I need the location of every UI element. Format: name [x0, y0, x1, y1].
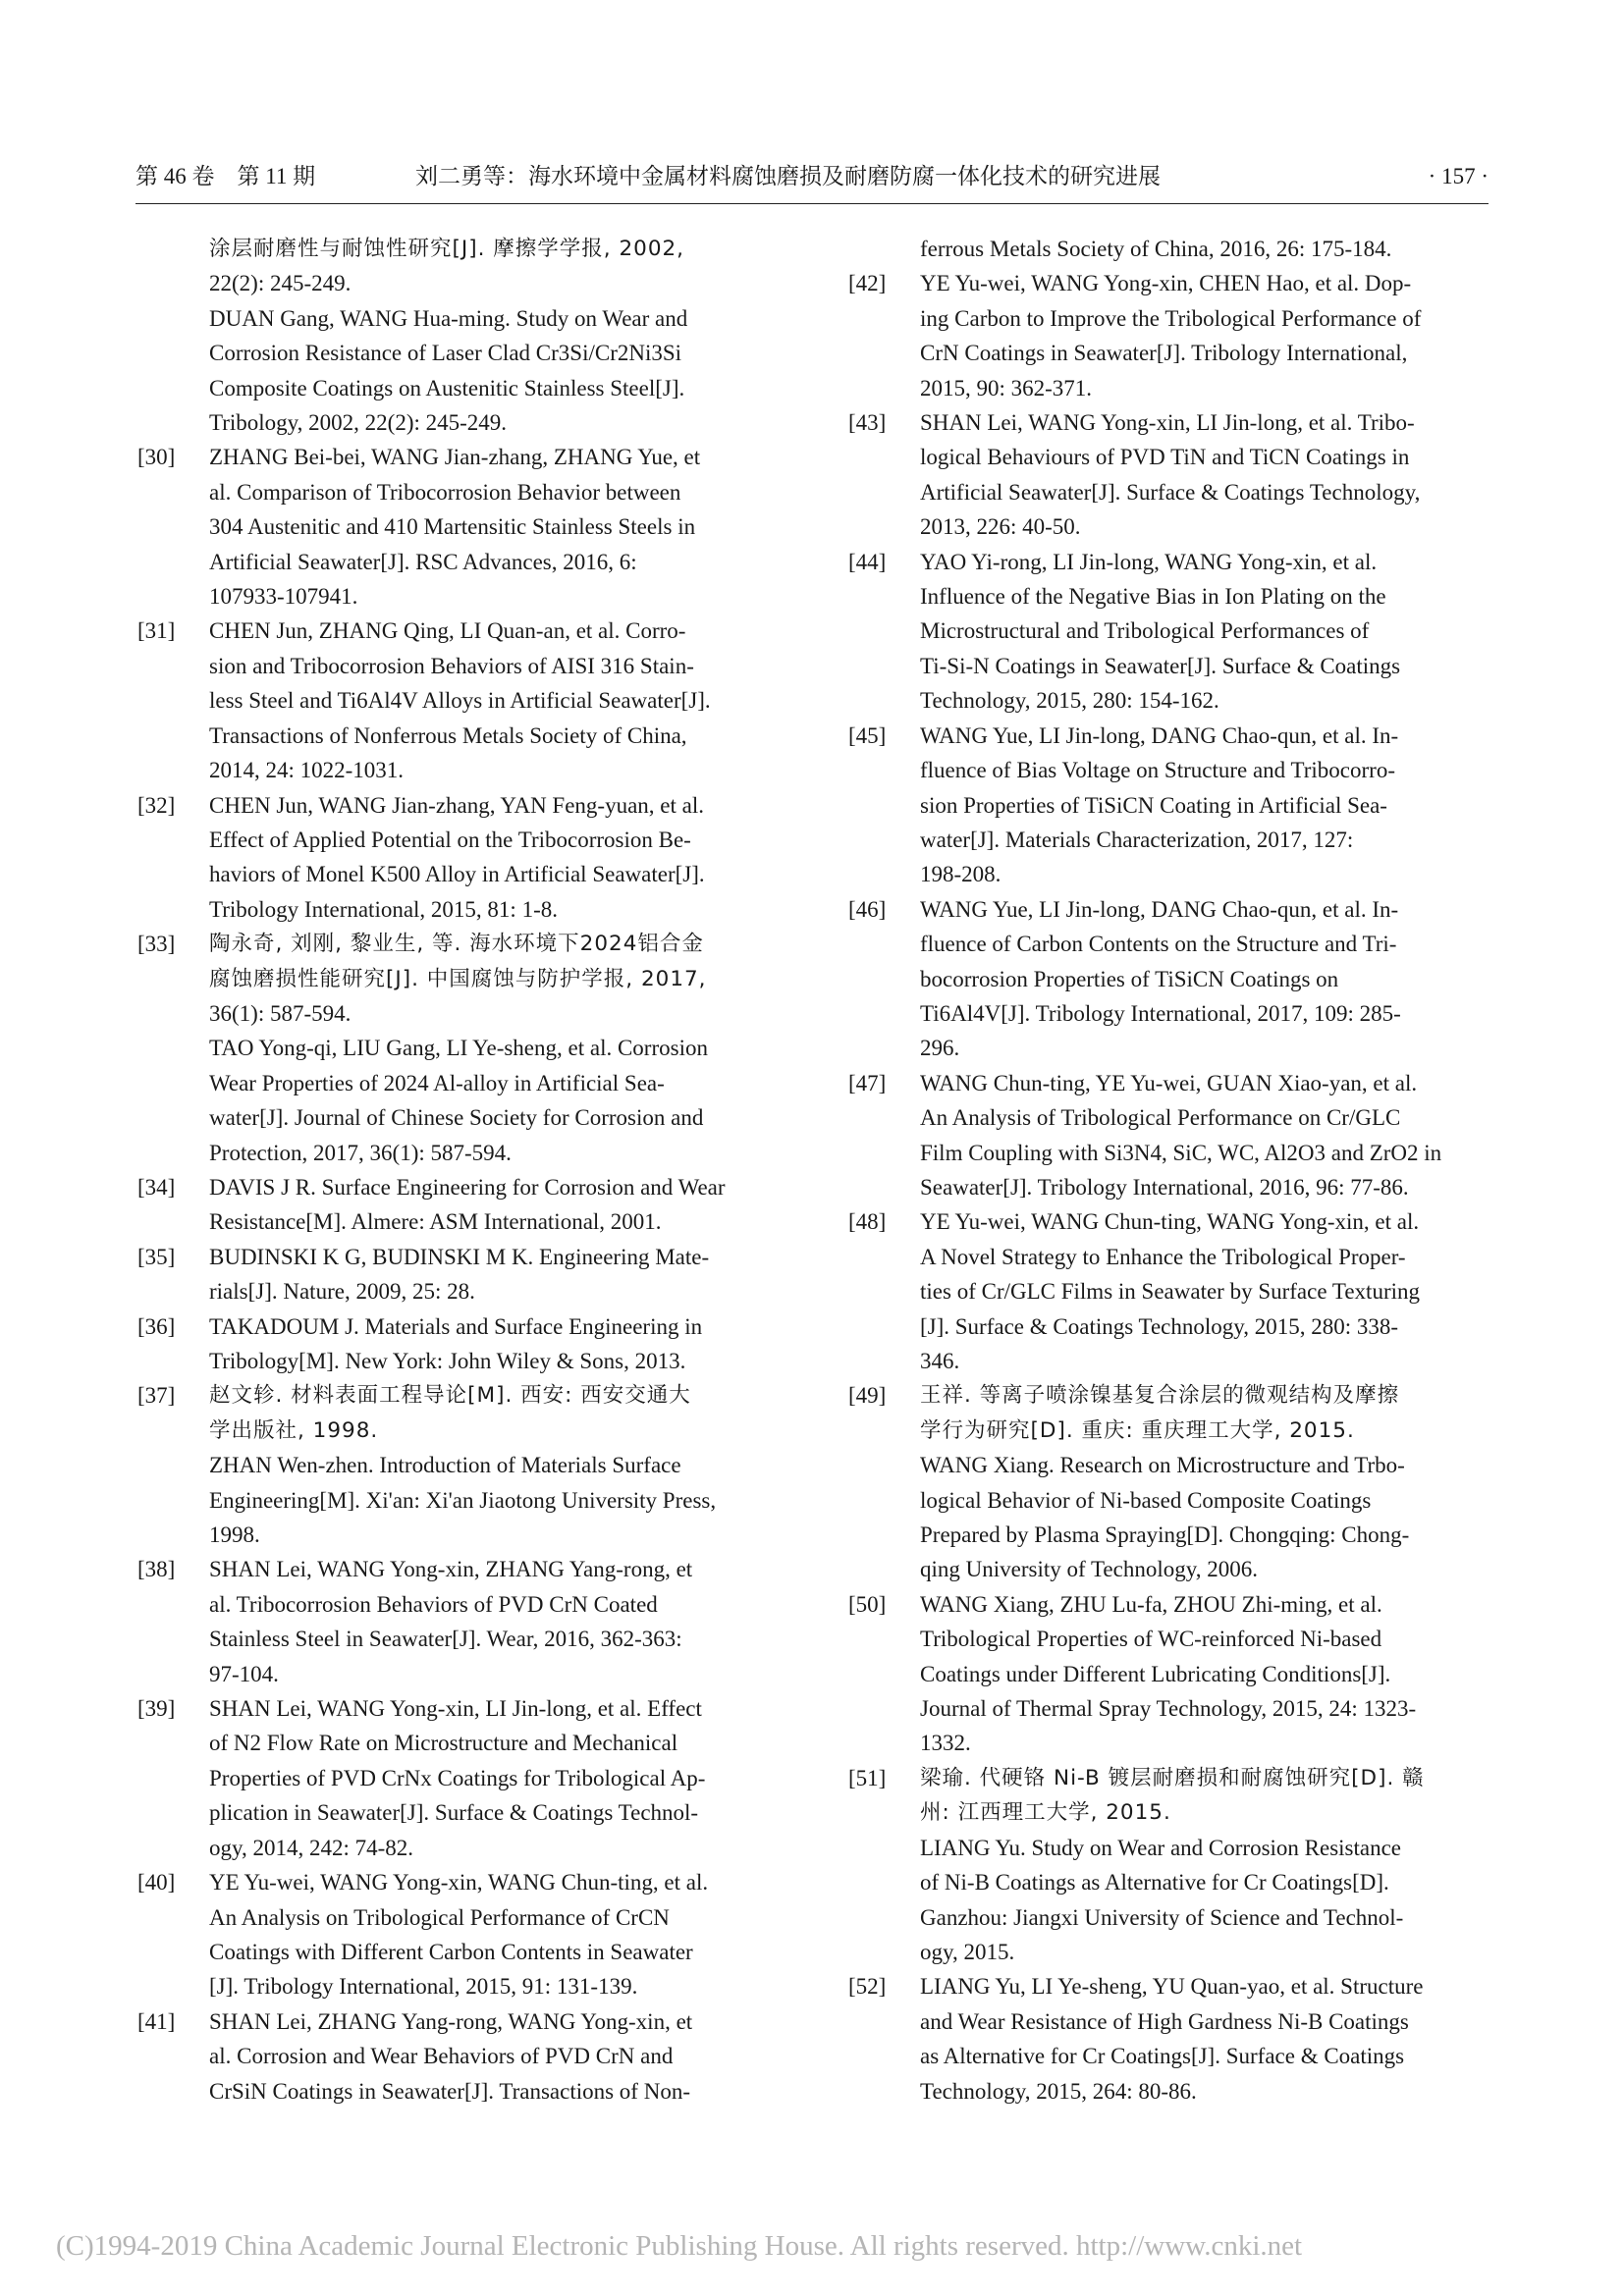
- reference-column-right: [848, 232, 1504, 2109]
- reference-line: An Analysis on Tribological Performance of CrCN: [209, 1904, 670, 1930]
- reference-line: 304 Austenitic and 410 Martensitic Stainless Steels in: [209, 514, 696, 540]
- reference-line: 107933-107941.: [209, 584, 358, 610]
- reference-number: [36]: [137, 1313, 176, 1339]
- reference-line: Tribology International, 2015, 81: 1-8.: [209, 896, 558, 922]
- reference-item: [137, 2004, 793, 2109]
- article-running-title: 刘二勇等：海水环境中金属材料腐蚀磨损及耐磨防腐一体化技术的研究进展: [415, 164, 1161, 188]
- reference-line: Protection, 2017, 36(1): 587-594.: [209, 1140, 512, 1165]
- reference-item: [848, 545, 1504, 719]
- reference-item: [848, 266, 1504, 405]
- reference-line: 1998.: [209, 1522, 260, 1548]
- reference-line: ZHANG Bei-bei, WANG Jian-zhang, ZHANG Yue, et: [209, 445, 701, 470]
- reference-line: 1332.: [920, 1731, 971, 1756]
- reference-line: 97-104.: [209, 1661, 279, 1686]
- reference-number: [32]: [137, 792, 176, 818]
- reference-item: [137, 1240, 793, 1309]
- reference-line: water[J]. Journal of Chinese Society for Corrosion and: [209, 1105, 704, 1131]
- reference-line: An Analysis of Tribological Performance on Cr/GLC: [920, 1105, 1401, 1131]
- reference-number: [39]: [137, 1696, 176, 1722]
- reference-number: [43]: [848, 410, 887, 436]
- reference-number: [35]: [137, 1244, 176, 1269]
- reference-line: Properties of PVD CrNx Coatings for Tribological Ap-: [209, 1765, 706, 1790]
- reference-line: Technology, 2015, 280: 154-162.: [920, 688, 1219, 714]
- reference-line: 198-208.: [920, 862, 1001, 887]
- reference-line: Prepared by Plasma Spraying[D]. Chongqing: Chong-: [920, 1522, 1410, 1548]
- reference-line: TAKADOUM J. Materials and Surface Engineering in: [209, 1313, 703, 1339]
- reference-line: sion Properties of TiSiCN Coating in Artificial Sea-: [920, 792, 1387, 818]
- reference-line: water[J]. Materials Characterization, 2017, 127:: [920, 827, 1354, 852]
- reference-number: [40]: [137, 1870, 176, 1896]
- reference-number: [38]: [137, 1557, 176, 1582]
- reference-number: [52]: [848, 1974, 887, 2000]
- reference-line: 梁瑜. 代硬铬 Ni-B 镀层耐磨损和耐腐蚀研究[D]. 赣: [920, 1765, 1425, 1790]
- reference-line: and Wear Resistance of High Gardness Ni-B Coatings: [920, 2008, 1409, 2034]
- reference-line: Coatings under Different Lubricating Conditions[J].: [920, 1661, 1391, 1686]
- reference-line: Corrosion Resistance of Laser Clad Cr3Si/Cr2Ni3Si: [209, 341, 682, 366]
- reference-line: qing University of Technology, 2006.: [920, 1557, 1258, 1582]
- reference-number: [31]: [137, 618, 176, 644]
- reference-number: [48]: [848, 1209, 887, 1235]
- reference-line: Transactions of Nonferrous Metals Society of China,: [209, 722, 687, 748]
- reference-line: Ti6Al4V[J]. Tribology International, 2017, 109: 285-: [920, 1000, 1401, 1026]
- reference-line: SHAN Lei, WANG Yong-xin, LI Jin-long, et al. Tribo-: [920, 410, 1415, 436]
- reference-item: [848, 1587, 1504, 1761]
- reference-item: [137, 440, 793, 614]
- reference-line: YE Yu-wei, WANG Chun-ting, WANG Yong-xin, et al.: [920, 1209, 1420, 1235]
- reference-line: 赵文轸. 材料表面工程导论[M]. 西安: 西安交通大: [209, 1383, 691, 1409]
- reference-line: Ganzhou: Jiangxi University of Science and Technol-: [920, 1904, 1404, 1930]
- reference-item: [137, 1378, 793, 1552]
- reference-number: [37]: [137, 1383, 176, 1409]
- reference-item: [137, 927, 793, 1170]
- reference-line: Stainless Steel in Seawater[J]. Wear, 2016, 362-363:: [209, 1627, 682, 1652]
- reference-item: [848, 1066, 1504, 1205]
- reference-line: less Steel and Ti6Al4V Alloys in Artificial Seawater[J].: [209, 688, 711, 714]
- reference-line: Engineering[M]. Xi'an: Xi'an Jiaotong University Press,: [209, 1487, 717, 1513]
- reference-line: logical Behavior of Ni-based Composite Coatings: [920, 1487, 1372, 1513]
- reference-line: 王祥. 等离子喷涂镍基复合涂层的微观结构及摩擦: [920, 1383, 1400, 1409]
- reference-number: [50]: [848, 1591, 887, 1617]
- reference-line: of Ni-B Coatings as Alternative for Cr Coatings[D].: [920, 1870, 1389, 1896]
- reference-item: [848, 1969, 1504, 2109]
- reference-number: [42]: [848, 271, 887, 296]
- reference-line: WANG Yue, LI Jin-long, DANG Chao-qun, et al. In-: [920, 896, 1399, 922]
- reference-line: Effect of Applied Potential on the Tribocorrosion Be-: [209, 827, 691, 852]
- reference-item: [848, 892, 1504, 1066]
- reference-line: plication in Seawater[J]. Surface & Coatings Technol-: [209, 1800, 699, 1826]
- reference-line: SHAN Lei, ZHANG Yang-rong, WANG Yong-xin, et: [209, 2008, 693, 2034]
- reference-number: [47]: [848, 1070, 887, 1095]
- reference-item: [137, 232, 793, 440]
- reference-line: 2013, 226: 40-50.: [920, 514, 1081, 540]
- reference-line: 346.: [920, 1349, 960, 1373]
- reference-line: SHAN Lei, WANG Yong-xin, ZHANG Yang-rong, et: [209, 1557, 693, 1582]
- reference-line: ing Carbon to Improve the Tribological Performance of: [920, 305, 1422, 331]
- reference-line: DAVIS J R. Surface Engineering for Corrosion and Wear: [209, 1174, 726, 1200]
- reference-column-left: [137, 232, 793, 2109]
- reference-line: 腐蚀磨损性能研究[J]. 中国腐蚀与防护学报, 2017,: [209, 966, 707, 991]
- reference-line: as Alternative for Cr Coatings[J]. Surface & Coatings: [920, 2044, 1405, 2069]
- reference-line: CHEN Jun, ZHANG Qing, LI Quan-an, et al. Corro-: [209, 618, 686, 644]
- reference-line: Tribology[M]. New York: John Wiley & Sons, 2013.: [209, 1349, 686, 1373]
- reference-item: [137, 1865, 793, 2004]
- reference-line: CrSiN Coatings in Seawater[J]. Transactions of Non-: [209, 2078, 690, 2104]
- copyright-watermark: (C)1994-2019 China Academic Journal Electronic Publishing House. All rights reserved. http://www.cnki.net: [56, 2230, 1303, 2262]
- reference-line: YE Yu-wei, WANG Yong-xin, CHEN Hao, et al. Dop-: [920, 271, 1412, 296]
- reference-line: ogy, 2014, 242: 74-82.: [209, 1835, 414, 1860]
- reference-line: TAO Yong-qi, LIU Gang, LI Ye-sheng, et al. Corrosion: [209, 1036, 708, 1061]
- reference-item: [848, 405, 1504, 545]
- reference-number: [41]: [137, 2008, 176, 2034]
- reference-line: LIANG Yu, LI Ye-sheng, YU Quan-yao, et al. Structure: [920, 1974, 1424, 2000]
- reference-line: Composite Coatings on Austenitic Stainless Steel[J].: [209, 375, 685, 400]
- reference-line: haviors of Monel K500 Alloy in Artificial Seawater[J].: [209, 862, 705, 887]
- reference-item: [137, 1691, 793, 1865]
- reference-line: WANG Xiang, ZHU Lu-fa, ZHOU Zhi-ming, et al.: [920, 1591, 1382, 1617]
- reference-number: [34]: [137, 1174, 176, 1200]
- reference-line: 涂层耐磨性与耐蚀性研究[J]. 摩擦学学报, 2002,: [209, 237, 685, 261]
- reference-line: Influence of the Negative Bias in Ion Plating on the: [920, 584, 1386, 610]
- reference-line: WANG Xiang. Research on Microstructure and Trbo-: [920, 1453, 1405, 1478]
- volume-issue: 第 46 卷 第 11 期: [135, 164, 316, 188]
- reference-line: Tribology, 2002, 22(2): 245-249.: [209, 410, 508, 436]
- reference-line: 州: 江西理工大学, 2015.: [920, 1800, 1171, 1826]
- running-head: [135, 157, 1489, 196]
- reference-item: [848, 1761, 1504, 1969]
- reference-line: Seawater[J]. Tribology International, 2016, 96: 77-86.: [920, 1174, 1409, 1200]
- reference-item: [137, 1309, 793, 1379]
- reference-line: LIANG Yu. Study on Wear and Corrosion Resistance: [920, 1835, 1402, 1860]
- reference-line: 36(1): 587-594.: [209, 1000, 352, 1026]
- reference-line: Ti-Si-N Coatings in Seawater[J]. Surface & Coatings: [920, 653, 1401, 678]
- reference-line: Technology, 2015, 264: 80-86.: [920, 2078, 1197, 2104]
- reference-line: WANG Chun-ting, YE Yu-wei, GUAN Xiao-yan, et al.: [920, 1070, 1418, 1095]
- reference-line: SHAN Lei, WANG Yong-xin, LI Jin-long, et al. Effect: [209, 1696, 702, 1722]
- reference-item: [137, 1170, 793, 1240]
- reference-item: [848, 232, 1504, 266]
- reference-line: [J]. Surface & Coatings Technology, 2015, 280: 338-: [920, 1313, 1399, 1339]
- reference-line: sion and Tribocorrosion Behaviors of AISI 316 Stain-: [209, 653, 694, 678]
- reference-item: [848, 1378, 1504, 1586]
- reference-line: CHEN Jun, WANG Jian-zhang, YAN Feng-yuan, et al.: [209, 792, 705, 818]
- reference-line: ferrous Metals Society of China, 2016, 26: 175-184.: [920, 237, 1392, 261]
- reference-item: [137, 614, 793, 787]
- reference-number: [49]: [848, 1383, 887, 1409]
- reference-item: [137, 788, 793, 928]
- reference-number: [45]: [848, 722, 887, 748]
- reference-line: ZHAN Wen-zhen. Introduction of Materials Surface: [209, 1453, 681, 1478]
- reference-line: 陶永奇, 刘刚, 黎业生, 等. 海水环境下2024铝合金: [209, 932, 704, 957]
- reference-line: BUDINSKI K G, BUDINSKI M K. Engineering Mate-: [209, 1244, 710, 1269]
- reference-line: ogy, 2015.: [920, 1939, 1015, 1964]
- header-rule: [135, 203, 1489, 204]
- reference-line: Journal of Thermal Spray Technology, 2015, 24: 1323-: [920, 1696, 1417, 1722]
- reference-line: al. Comparison of Tribocorrosion Behavior between: [209, 479, 681, 505]
- reference-line: fluence of Bias Voltage on Structure and Tribocorro-: [920, 758, 1395, 783]
- reference-number: [30]: [137, 445, 176, 470]
- reference-number: [44]: [848, 549, 887, 574]
- reference-line: 2014, 24: 1022-1031.: [209, 758, 405, 783]
- reference-line: ties of Cr/GLC Films in Seawater by Surface Texturing: [920, 1279, 1420, 1305]
- reference-line: Coatings with Different Carbon Contents in Seawater: [209, 1939, 693, 1964]
- reference-number: [51]: [848, 1765, 887, 1790]
- reference-line: al. Tribocorrosion Behaviors of PVD CrN Coated: [209, 1591, 658, 1617]
- reference-item: [848, 1204, 1504, 1378]
- reference-line: Tribological Properties of WC-reinforced Ni-based: [920, 1627, 1382, 1652]
- reference-line: fluence of Carbon Contents on the Structure and Tri-: [920, 932, 1397, 957]
- reference-number: [46]: [848, 896, 887, 922]
- reference-number: [33]: [137, 932, 176, 957]
- reference-line: WANG Yue, LI Jin-long, DANG Chao-qun, et al. In-: [920, 722, 1399, 748]
- reference-line: 296.: [920, 1036, 960, 1061]
- reference-line: YE Yu-wei, WANG Yong-xin, WANG Chun-ting, et al.: [209, 1870, 709, 1896]
- reference-line: 2015, 90: 362-371.: [920, 375, 1093, 400]
- reference-line: Artificial Seawater[J]. RSC Advances, 2016, 6:: [209, 549, 637, 574]
- reference-line: CrN Coatings in Seawater[J]. Tribology International,: [920, 341, 1408, 366]
- reference-line: DUAN Gang, WANG Hua-ming. Study on Wear and: [209, 305, 688, 331]
- reference-line: logical Behaviours of PVD TiN and TiCN Coatings in: [920, 445, 1410, 470]
- reference-item: [137, 1552, 793, 1691]
- reference-line: [J]. Tribology International, 2015, 91: 131-139.: [209, 1974, 638, 2000]
- reference-line: A Novel Strategy to Enhance the Tribological Proper-: [920, 1244, 1406, 1269]
- reference-line: 22(2): 245-249.: [209, 271, 352, 296]
- reference-item: [848, 719, 1504, 892]
- reference-line: Wear Properties of 2024 Al-alloy in Artificial Sea-: [209, 1070, 665, 1095]
- reference-line: 学出版社, 1998.: [209, 1417, 379, 1443]
- reference-line: bocorrosion Properties of TiSiCN Coatings on: [920, 966, 1339, 991]
- reference-line: YAO Yi-rong, LI Jin-long, WANG Yong-xin, et al.: [920, 549, 1378, 574]
- reference-line: al. Corrosion and Wear Behaviors of PVD CrN and: [209, 2044, 674, 2069]
- reference-line: of N2 Flow Rate on Microstructure and Mechanical: [209, 1731, 678, 1756]
- reference-line: 学行为研究[D]. 重庆: 重庆理工大学, 2015.: [920, 1417, 1355, 1443]
- reference-line: Microstructural and Tribological Performances of: [920, 618, 1370, 644]
- reference-line: rials[J]. Nature, 2009, 25: 28.: [209, 1279, 475, 1305]
- reference-line: Resistance[M]. Almere: ASM International, 2001.: [209, 1209, 662, 1235]
- reference-line: Film Coupling with Si3N4, SiC, WC, Al2O3 and ZrO2 in: [920, 1140, 1442, 1165]
- page-number: · 157 ·: [1428, 164, 1489, 188]
- reference-line: Artificial Seawater[J]. Surface & Coatings Technology,: [920, 479, 1421, 505]
